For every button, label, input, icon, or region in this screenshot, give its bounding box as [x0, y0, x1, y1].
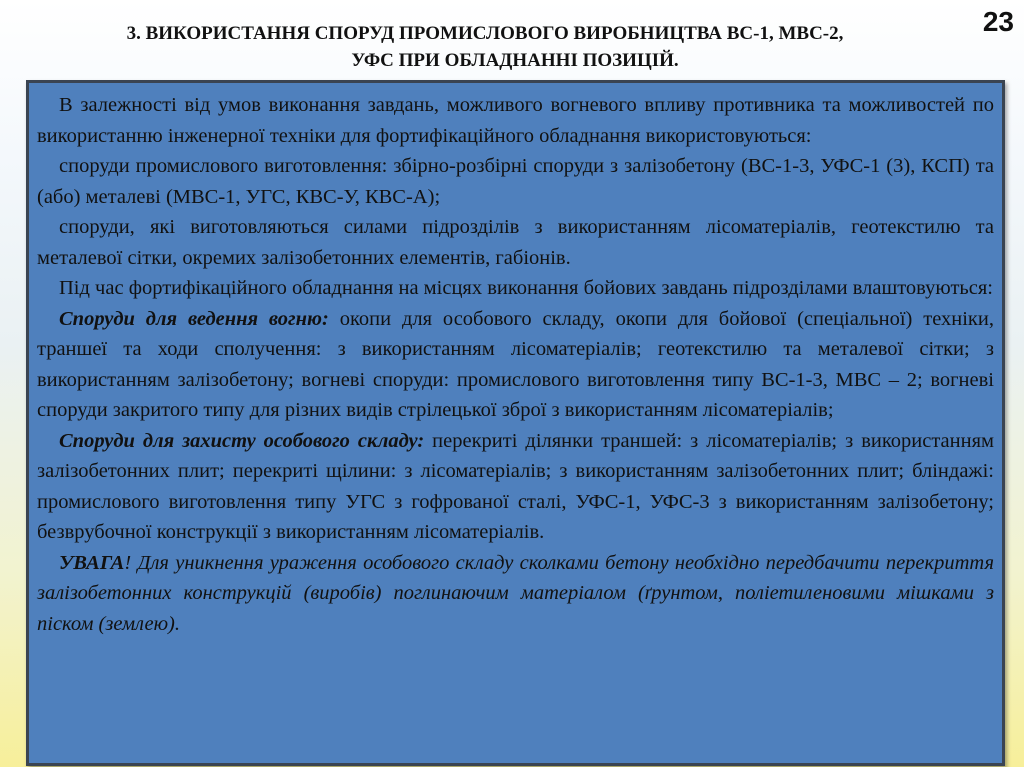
fire-structures-text: окопи для особового складу, окопи для бойової (спеціальної) техніки, траншеї та ходи сполучення: з використанням лісоматеріалів; геотекстилю та металевої сітки; з використанням залізобетону; вогневі споруди: промислового виготовлення типу ВС-1-3, МВС – 2; вогневі споруди закритого типу для різних видів стрілецької зброї з використанням лісоматеріалів; — [37, 307, 994, 421]
slide-title — [40, 20, 990, 74]
paragraph-warning — [37, 548, 994, 640]
content-panel — [26, 80, 1005, 766]
slide-title-line-1: 3. ВИКОРИСТАННЯ СПОРУД ПРОМИСЛОВОГО ВИРОБНИЦТВА ВС-1, МВС-2, — [126, 23, 844, 44]
paragraph-unit-made-structures: споруди, які виготовляються силами підрозділів з використанням лісоматеріалів, геотекстилю та металевої сітки, окремих залізобетонних елементів, габіонів. — [37, 216, 994, 269]
paragraph-arrangement-intro: Під час фортифікаційного обладнання на місцях виконання бойових завдань підрозділами влаштовуються: — [59, 277, 993, 299]
warning-label: УВАГА — [59, 551, 125, 574]
slide-number: 23 — [982, 6, 1014, 37]
protection-structures-heading: Споруди для захисту особового складу: — [59, 429, 425, 452]
warning-text: ! Для уникнення ураження особового складу сколками бетону необхідно передбачити перекриття залізобетонних конструкцій (виробів) поглинаючим матеріалом (ґрунтом, поліетиленовими мішками з піском (землею). — [37, 551, 994, 635]
paragraph-fire-structures — [37, 304, 994, 426]
paragraph-industrial-structures: споруди промислового виготовлення: збірно-розбірні споруди з залізобетону (ВС-1-3, УФС-1 (3), КСП) та (або) металеві (МВС-1, УГС, КВС-У, КВС-А); — [37, 155, 994, 208]
paragraph-protection-structures — [37, 426, 994, 548]
slide-title-line-2: УФС ПРИ ОБЛАДНАННІ ПОЗИЦІЙ. — [351, 50, 679, 71]
fire-structures-heading: Споруди для ведення вогню: — [59, 307, 329, 330]
paragraph-intro: В залежності від умов виконання завдань, можливого вогневого впливу противника та можливостей по використанню інженерної техніки для фортифікаційного обладнання використовуються: — [37, 94, 994, 147]
protection-structures-text: перекриті ділянки траншей: з лісоматеріалів; з використанням залізобетонних плит; перекриті щілини: з лісоматеріалів; з використанням залізобетонних плит; бліндажі: промислового виготовлення типу УГС з гофрованої сталі, УФС-1, УФС-3 з використанням залізобетону; безврубочної конструкції з використанням лісоматеріалів. — [37, 429, 994, 543]
